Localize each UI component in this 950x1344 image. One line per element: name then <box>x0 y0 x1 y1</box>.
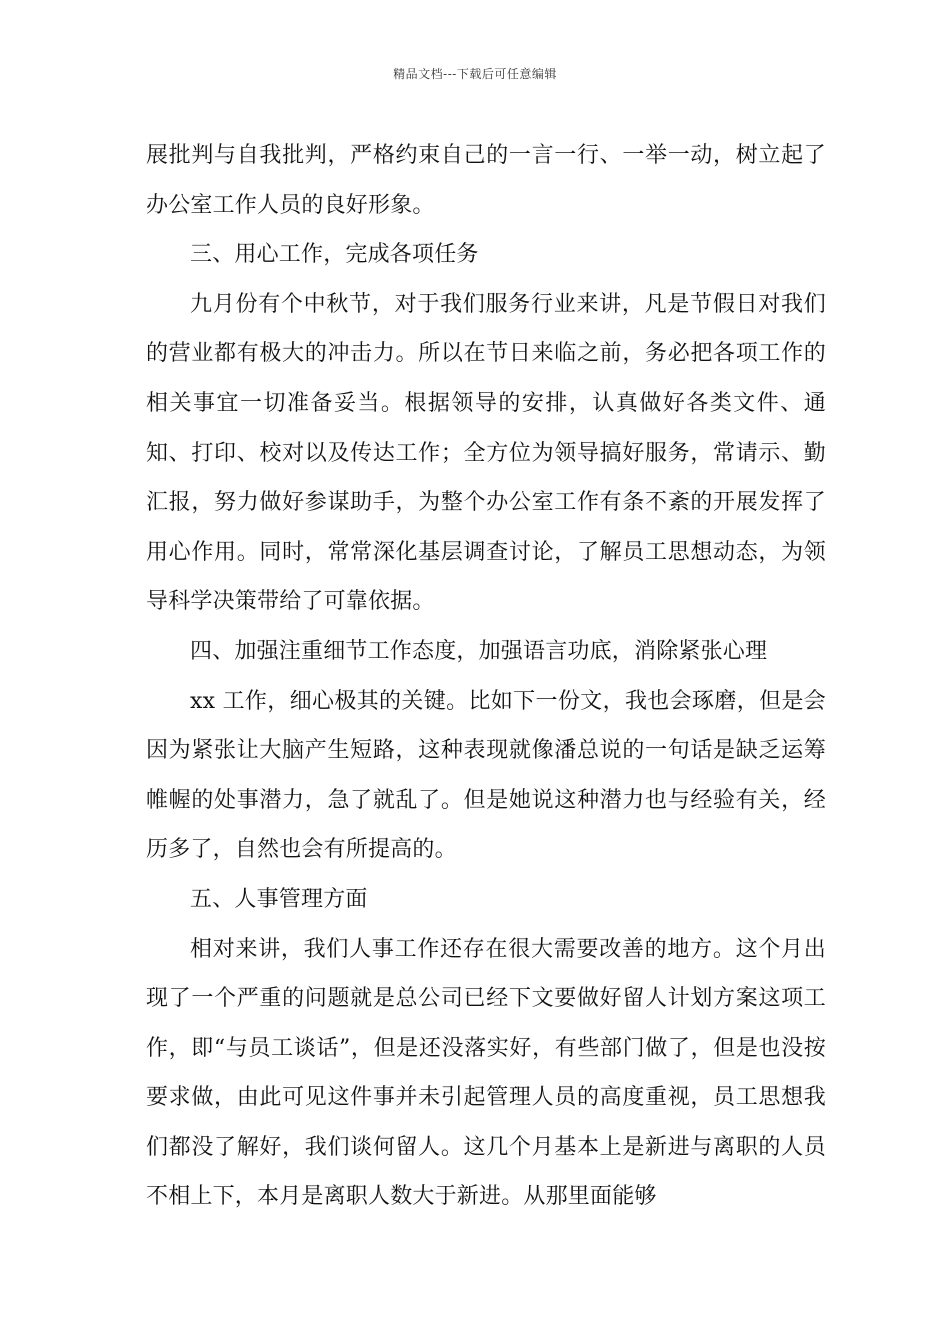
page-header: 精品文档---下载后可任意编辑 <box>393 67 557 81</box>
paragraph-4: 相对来讲，我们人事工作还存在很大需要改善的地方。这个月出现了一个严重的问题就是总公司已经下文要做好留人计划方案这项工作，即“与员工谈话”，但是还没落实好，有些部门做了，但是也没按要求做，由此可见这件事并未引起管理人员的高度重视，员工思想我们都没了解好，我们谈何留人。这几个月基本上是新进与离职的人员不相上下，本月是离职人数大于新进。从那里面能够 <box>146 936 826 1210</box>
section-heading-4: 四、加强注重细节工作态度，加强语言功底，消除紧张心理 <box>190 638 768 664</box>
document-body <box>146 131 826 1222</box>
paragraph-2: 九月份有个中秋节，对于我们服务行业来讲，凡是节假日对我们的营业都有极大的冲击力。所以在节日来临之前，务必把各项工作的相关事宜一切准备妥当。根据领导的安排，认真做好各类文件、通知、打印、校对以及传达工作；全方位为领导搞好服务，常请示、勤汇报，努力做好参谋助手，为整个办公室工作有条不紊的开展发挥了用心作用。同时，常常深化基层调查讨论，了解员工思想动态，为领导科学决策带给了可靠依据。 <box>146 291 826 615</box>
section-heading-5: 五、人事管理方面 <box>190 886 368 912</box>
section-heading-3: 三、用心工作，完成各项任务 <box>190 242 479 268</box>
paragraph-1: 展批判与自我批判，严格约束自己的一言一行、一举一动，树立起了办公室工作人员的良好形象。 <box>146 143 826 218</box>
paragraph-3: xx 工作，细心极其的关键。比如下一份文，我也会琢磨，但是会因为紧张让大脑产生短路，这种表现就像潘总说的一句话是缺乏运筹帷幄的处事潜力，急了就乱了。但是她说这种潜力也与经验有关，经历多了，自然也会有所提高的。 <box>146 688 826 863</box>
